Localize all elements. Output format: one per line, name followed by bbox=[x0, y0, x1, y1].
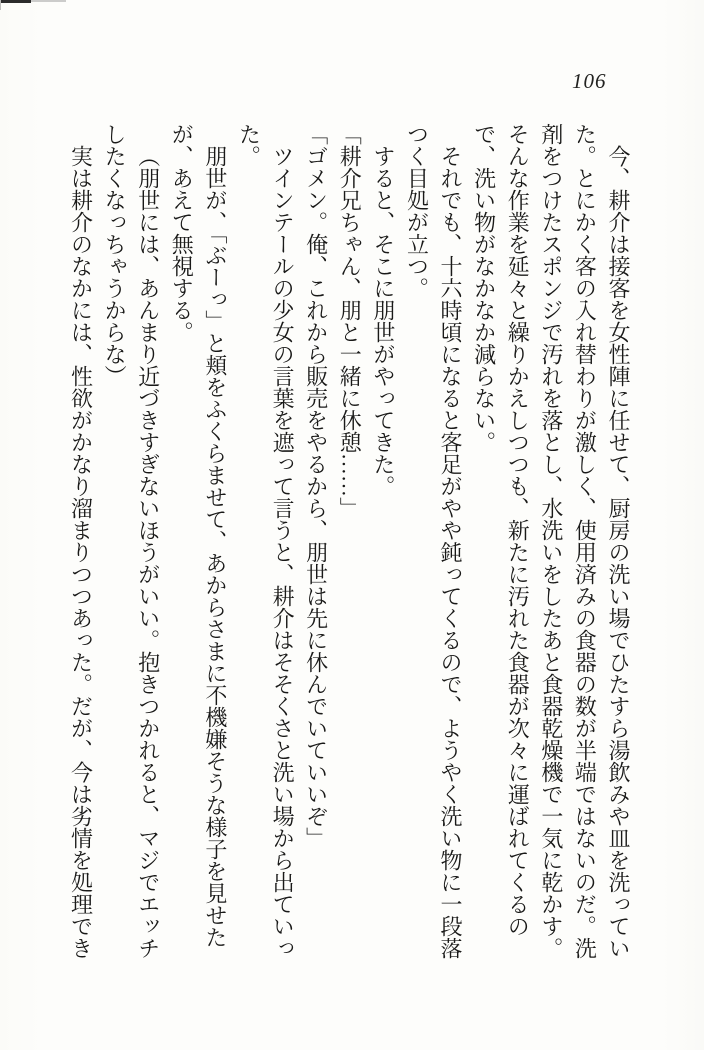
scan-artifact-edge bbox=[0, 0, 1, 10]
paragraph: すると、そこに朋世がやってきた。 bbox=[370, 145, 396, 497]
paragraph: それでも、十六時頃になると客足がやや鈍ってくるので、ようやく洗い物に一段落つく目処が立つ。 bbox=[404, 123, 464, 959]
scan-artifact-dark bbox=[0, 0, 31, 3]
paragraph: 「ゴメン。俺、これから販売をやるから、朋世は先に休んでいていいぞ」 bbox=[303, 123, 329, 849]
scan-artifact-light bbox=[31, 0, 66, 2]
paragraph: ツインテールの少女の言葉を遮って言うと、耕介はそそくさと洗い場から出ていった。 bbox=[236, 123, 296, 959]
paragraph: 実は耕介のなかには、性欲がかなり溜まりつつあった。だが、今は劣情を処理でき bbox=[68, 145, 94, 959]
paragraph: 「耕介兄ちゃん、朋と一緒に休憩……」 bbox=[337, 123, 363, 519]
page-number: 106 bbox=[572, 69, 607, 93]
paragraph: 今、耕介は接客を女性陣に任せて、厨房の洗い場でひたすら湯飲みや皿を洗っていた。とにかく客の入れ替わりが激しく、使用済みの食器の数が半端ではないのだ。洗剤をつけたスポンジで汚れを落とし、水洗いをしたあと食器乾燥機で一気に乾かす。そんな作業を延々と繰りかえしつつも、新たに汚れた食器が次々に運ばれてくるので、洗い物がなかなか減らない。 bbox=[471, 123, 631, 959]
text-body bbox=[51, 123, 635, 965]
paragraph: 朋世が、「ぶーっ」と頬をふくらませて、あからさまに不機嫌そうな様子を見せたが、あえて無視する。 bbox=[169, 123, 228, 948]
paragraph: （朋世には、あんまり近づきすぎないほうがいい。抱きつかれると、マジでエッチしたくなっちゃうからな） bbox=[102, 123, 161, 959]
